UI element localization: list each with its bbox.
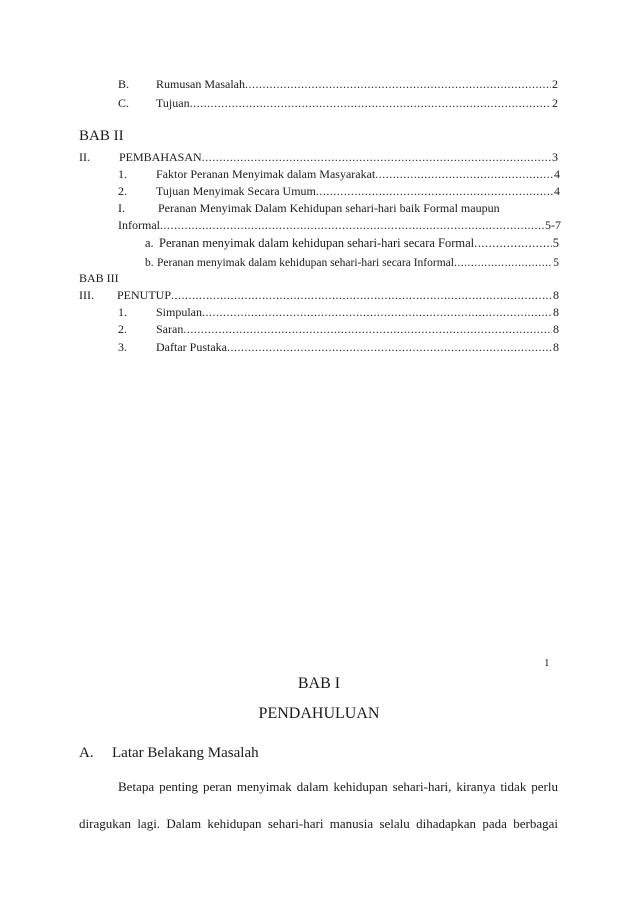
toc-row-penutup [79, 288, 559, 302]
toc-row-pembahasan [79, 150, 558, 164]
toc-leader [316, 184, 553, 198]
toc-leader [160, 218, 544, 232]
toc-number: 1. [118, 305, 127, 319]
toc-label: PEMBAHASAN [119, 150, 202, 164]
section-title: Latar Belakang Masalah [112, 745, 259, 761]
toc-label: Tujuan [156, 96, 190, 110]
toc-label: Peranan menyimak dalam kehidupan sehari-hari secara Formal [159, 236, 475, 250]
toc-label: Peranan menyimak dalam kehidupan sehari-hari secara Informal [157, 257, 454, 269]
toc-number: 1. [118, 167, 127, 181]
toc-label: Peranan Menyimak Dalam Kehidupan sehari-hari baik Formal maupun [158, 201, 500, 215]
toc-number: a. [145, 236, 154, 250]
section-number: A. [79, 745, 94, 761]
toc-page: 8 [553, 288, 559, 302]
toc-row-tujuan [118, 96, 558, 110]
toc-page: 5 [553, 257, 559, 269]
toc-row-daftar-pustaka [118, 340, 559, 354]
toc-label: Saran [156, 322, 184, 336]
toc-page: 2 [552, 96, 558, 110]
paragraph-line-2: diragukan lagi. Dalam kehidupan sehari-hari manusia selalu dihadapkan pada berbagai [79, 816, 558, 831]
toc-label: Informal [118, 218, 160, 232]
toc-row-formal [145, 236, 559, 250]
toc-number: C. [118, 96, 130, 110]
toc-leader [375, 167, 553, 181]
toc-page: 8 [553, 340, 559, 354]
toc-page: 3 [552, 150, 558, 164]
toc-row-peranan-line2 [118, 218, 561, 232]
toc-page: 5-7 [545, 218, 561, 232]
toc-row-faktor-peranan [118, 167, 560, 181]
toc-leader [202, 305, 552, 319]
toc-label: Faktor Peranan Menyimak dalam Masyarakat [156, 167, 376, 181]
toc-leader [171, 288, 552, 302]
toc-row-informal [145, 256, 559, 270]
toc-label: PENUTUP [117, 288, 172, 302]
toc-leader [202, 150, 551, 164]
toc-row-rumusan-masalah [118, 77, 558, 91]
toc-page: 2 [552, 77, 558, 91]
toc-row-simpulan [118, 305, 559, 319]
chapter-subtitle: PENDAHULUAN [258, 705, 380, 722]
toc-number: I. [118, 201, 125, 215]
chapter-title: BAB I [297, 675, 341, 692]
paragraph-line-1: Betapa penting peran menyimak dalam kehidupan sehari-hari, kiranya tidak perlu [118, 779, 558, 794]
toc-number: II. [79, 150, 90, 164]
toc-bab3-heading: BAB III [79, 271, 119, 285]
toc-label: Tujuan Menyimak Secara Umum [156, 184, 316, 198]
toc-page: 4 [554, 184, 560, 198]
toc-page: 8 [553, 322, 559, 336]
toc-number: B. [118, 77, 130, 91]
toc-label: Daftar Pustaka [156, 340, 227, 354]
toc-row-peranan-line1 [118, 201, 500, 215]
toc-page: 4 [554, 167, 560, 181]
toc-leader [474, 236, 552, 250]
toc-number: 2. [118, 184, 127, 198]
toc-number: b. [145, 257, 154, 269]
toc-leader [454, 256, 552, 270]
toc-number: 3. [118, 340, 127, 354]
toc-leader [190, 96, 551, 110]
section-heading [79, 744, 259, 762]
toc-leader [227, 340, 552, 354]
toc-bab2-heading: BAB II [79, 128, 124, 144]
toc-number: 2. [118, 322, 127, 336]
toc-label: Rumusan Masalah [156, 77, 245, 91]
toc-leader [245, 77, 551, 91]
toc-page: 5 [552, 236, 559, 250]
toc-label: Simpulan [156, 305, 203, 319]
toc-row-saran [118, 322, 559, 336]
toc-row-tujuan-menyimak [118, 184, 560, 198]
toc-number: III. [79, 288, 94, 302]
page-number: 1 [544, 657, 550, 669]
toc-leader [183, 322, 552, 336]
toc-page: 8 [553, 305, 559, 319]
